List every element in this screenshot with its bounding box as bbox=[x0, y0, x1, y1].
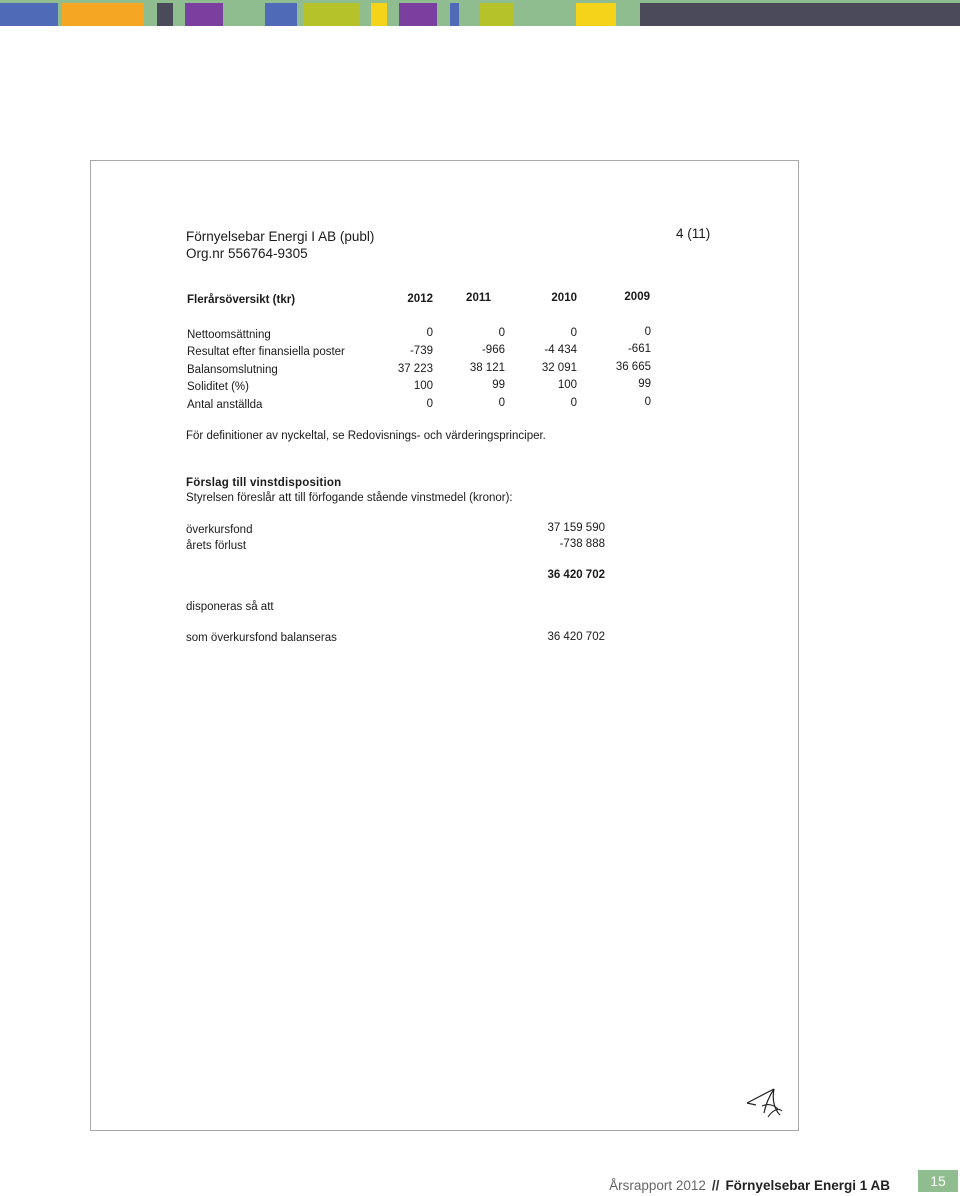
table-cell: 100 bbox=[413, 380, 433, 392]
color-seg-10 bbox=[480, 3, 513, 26]
table-cell: 36 665 bbox=[615, 361, 651, 373]
definitions-note: För definitioner av nyckeltal, se Redovisnings- och värderingsprinciper. bbox=[186, 430, 546, 442]
table-cell: 99 bbox=[638, 378, 651, 390]
disposed-label: disponeras så att bbox=[186, 601, 274, 613]
disposition-item-label: överkursfond bbox=[186, 524, 253, 536]
color-seg-11 bbox=[576, 3, 616, 26]
color-seg-2 bbox=[62, 3, 144, 26]
color-seg-dark bbox=[640, 3, 960, 26]
footer-separator: // bbox=[711, 1178, 720, 1193]
table-cell: 0 bbox=[426, 398, 433, 410]
disposed-item-value: 36 420 702 bbox=[547, 631, 605, 643]
overview-title: Flerårsöversikt (tkr) bbox=[187, 294, 296, 306]
table-cell: 0 bbox=[498, 327, 505, 339]
row-label: Resultat efter finansiella poster bbox=[187, 346, 345, 358]
footer-company: Förnyelsebar Energi 1 AB bbox=[725, 1178, 890, 1193]
table-cell: 32 091 bbox=[541, 362, 577, 374]
disposition-item-label: årets förlust bbox=[186, 540, 247, 552]
color-seg-3 bbox=[157, 3, 173, 26]
table-cell: 100 bbox=[557, 379, 577, 391]
row-label: Balansomslutning bbox=[187, 364, 278, 376]
company-header bbox=[186, 228, 374, 262]
header-color-bar bbox=[0, 0, 960, 26]
color-seg-7 bbox=[371, 3, 387, 26]
footer-page-number: 15 bbox=[918, 1170, 958, 1192]
table-cell: 0 bbox=[644, 396, 651, 408]
table-cell: 0 bbox=[570, 327, 577, 339]
footer-caption bbox=[609, 1178, 890, 1193]
signature-mark bbox=[744, 1081, 786, 1121]
color-seg-4 bbox=[185, 3, 223, 26]
disposition-total: 36 420 702 bbox=[547, 569, 605, 581]
table-cell: -661 bbox=[627, 343, 651, 355]
table-cell: 0 bbox=[426, 327, 433, 339]
table-cell: -4 434 bbox=[544, 344, 577, 356]
table-cell: 0 bbox=[644, 326, 651, 338]
table-cell: -739 bbox=[409, 345, 433, 357]
table-cell: 0 bbox=[498, 397, 505, 409]
color-seg-6 bbox=[303, 3, 360, 26]
scanned-document-page bbox=[90, 160, 799, 1131]
row-label: Antal anställda bbox=[187, 399, 263, 411]
row-label: Nettoomsättning bbox=[187, 329, 271, 341]
disposition-item-value: -738 888 bbox=[559, 538, 605, 550]
color-seg-1 bbox=[0, 3, 58, 26]
org-number: Org.nr 556764-9305 bbox=[186, 246, 308, 261]
table-cell: -966 bbox=[481, 344, 505, 356]
color-seg-5 bbox=[265, 3, 297, 26]
year-header: 2012 bbox=[407, 293, 433, 305]
year-header: 2011 bbox=[466, 292, 491, 304]
disposed-item-label: som överkursfond balanseras bbox=[186, 632, 337, 644]
document-page-number: 4 (11) bbox=[676, 226, 711, 241]
disposition-item-value: 37 159 590 bbox=[547, 522, 605, 534]
year-header: 2010 bbox=[551, 292, 577, 304]
disposition-title: Förslag till vinstdisposition bbox=[186, 477, 342, 489]
table-cell: 37 223 bbox=[397, 363, 433, 375]
color-seg-9 bbox=[450, 3, 459, 26]
row-label: Soliditet (%) bbox=[187, 381, 249, 393]
color-seg-8 bbox=[399, 3, 437, 26]
table-cell: 0 bbox=[570, 397, 577, 409]
company-name: Förnyelsebar Energi I AB (publ) bbox=[186, 229, 375, 244]
table-cell: 38 121 bbox=[469, 362, 505, 374]
disposition-description: Styrelsen föreslår att till förfogande stående vinstmedel (kronor): bbox=[186, 492, 513, 504]
footer-report-label: Årsrapport 2012 bbox=[609, 1178, 706, 1193]
year-header: 2009 bbox=[624, 291, 650, 303]
table-cell: 99 bbox=[492, 379, 505, 391]
